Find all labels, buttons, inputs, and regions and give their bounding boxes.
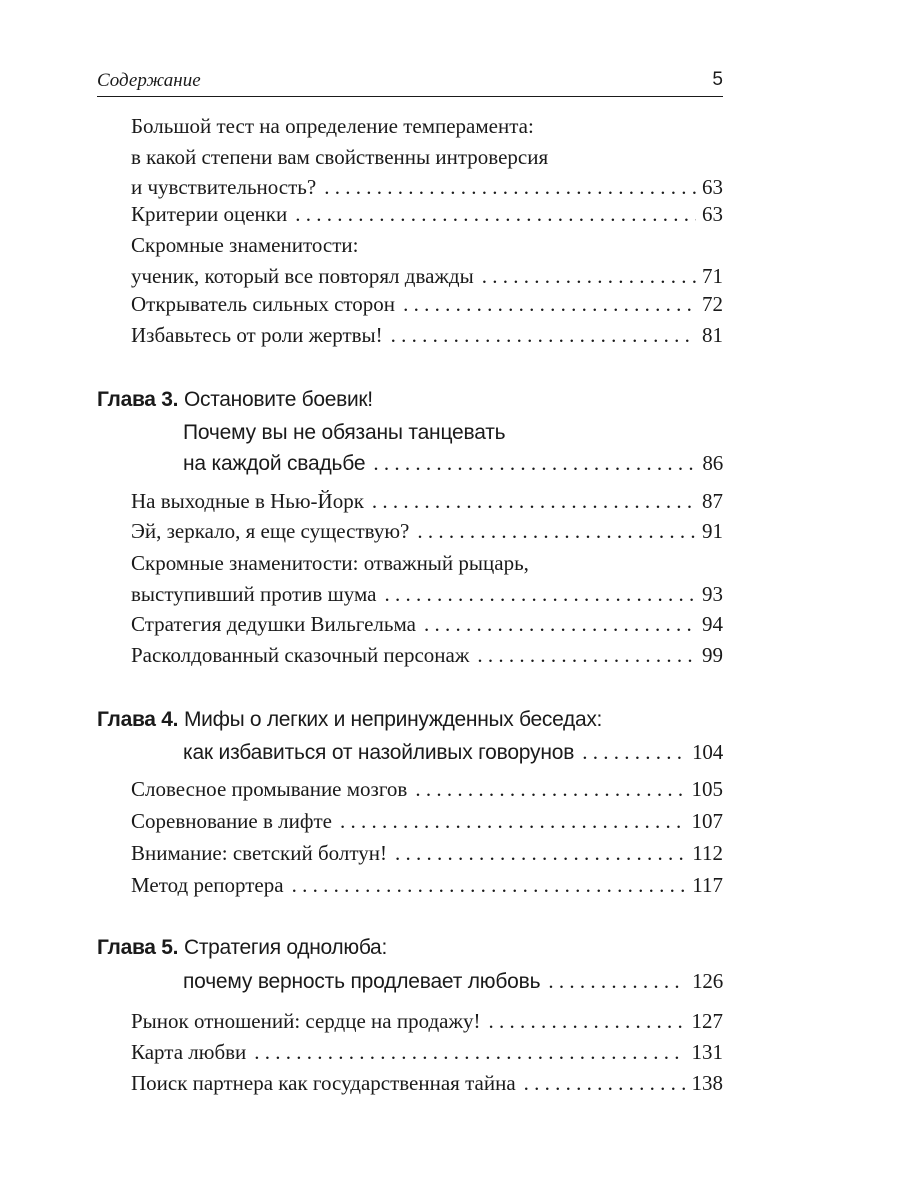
toc-entry-title: Стратегия дедушки Вильгельма — [131, 612, 416, 636]
toc-entry — [131, 230, 723, 291]
toc-page-ref: 104 — [692, 740, 723, 764]
leader-dots — [424, 609, 696, 640]
leader-dots — [324, 172, 696, 203]
leader-dots — [391, 320, 696, 351]
toc-page-ref: 81 — [702, 323, 723, 347]
toc-entry-title: выступивший против шума — [131, 581, 377, 606]
leader-dots — [373, 451, 696, 476]
leader-dots — [403, 289, 696, 320]
leader-dots — [384, 579, 696, 610]
toc-entry-title: Критерии оценки — [131, 202, 288, 226]
toc-page-ref: 112 — [692, 841, 723, 865]
toc-entry-title: ученик, который все повторял дважды — [131, 263, 474, 288]
chapter-label: Глава 4. — [97, 708, 179, 731]
chapter-title: Мифы о легких и непринужденных беседах: — [183, 708, 603, 731]
toc-entry-title: Карта любви — [131, 1040, 247, 1064]
leader-dots — [295, 199, 696, 230]
leader-dots — [395, 838, 686, 869]
toc-entry-title: Внимание: светский болтун! — [131, 841, 387, 865]
toc-entry — [131, 111, 723, 203]
leader-dots — [340, 806, 686, 837]
toc-entry-title: Словесное промывание мозгов — [131, 777, 408, 801]
leader-dots — [372, 486, 696, 517]
toc-page-ref: 63 — [702, 175, 723, 199]
leader-dots — [415, 774, 685, 805]
toc-page-ref: 63 — [702, 202, 723, 226]
toc-entry — [131, 199, 723, 230]
toc-page-ref: 72 — [702, 292, 723, 316]
toc-entry-title: Эй, зеркало, я еще существую? — [131, 519, 410, 543]
toc-page-ref: 138 — [691, 1071, 723, 1095]
toc-entry-title: Избавьтесь от роли жертвы! — [131, 323, 383, 347]
leader-dots — [254, 1037, 685, 1068]
toc-entry — [131, 838, 723, 869]
toc-entry — [131, 806, 723, 837]
toc-entry-title: На выходные в Нью-Йорк — [131, 489, 364, 513]
leader-dots — [524, 1068, 686, 1099]
toc-entry — [131, 289, 723, 320]
leader-dots — [477, 640, 696, 671]
toc-entry — [131, 516, 723, 547]
leader-dots — [292, 870, 687, 901]
leader-dots — [582, 740, 686, 765]
toc-page-ref: 126 — [692, 969, 723, 993]
toc-page-ref: 91 — [702, 519, 723, 543]
leader-dots — [417, 516, 696, 547]
toc-entry-title: Открыватель сильных сторон — [131, 292, 396, 316]
chapter-title: Стратегия однолюба: — [183, 936, 387, 959]
toc-page-ref: 93 — [702, 581, 723, 606]
toc-entry-title: Расколдованный сказочный персонаж — [131, 643, 470, 667]
toc-entry-line: в какой степени вам свойственны интроверсия — [131, 144, 549, 169]
running-head — [97, 66, 723, 97]
chapter-title: Остановите боевик! — [183, 388, 373, 411]
chapter-label: Глава 3. — [97, 388, 179, 411]
toc-entry — [131, 486, 723, 517]
toc-page-ref: 107 — [691, 809, 723, 833]
toc-entry — [131, 609, 723, 640]
toc-page-ref: 131 — [691, 1040, 723, 1064]
leader-dots — [482, 261, 696, 292]
chapter-label: Глава 5. — [97, 936, 179, 959]
toc-entry — [131, 1006, 723, 1037]
page-number: 5 — [712, 69, 723, 90]
toc-page-ref: 71 — [702, 263, 723, 288]
toc-entry — [131, 320, 723, 351]
toc-page-ref: 99 — [702, 643, 723, 667]
chapter-subtitle: Почему вы не обязаны танцевать — [183, 421, 506, 444]
toc-entry-title: Метод репортера — [131, 873, 284, 897]
toc-entry — [131, 640, 723, 671]
toc-page-ref: 105 — [691, 777, 723, 801]
toc-entry — [131, 1068, 723, 1099]
toc-entry-title: Соревнование в лифте — [131, 809, 332, 833]
toc-page-ref: 86 — [702, 451, 723, 475]
toc-entry-line: Большой тест на определение темперамента: — [131, 114, 534, 138]
chapter-subtitle: на каждой свадьбе — [183, 452, 366, 475]
toc-entry — [131, 548, 723, 609]
toc-entry-title: Поиск партнера как государственная тайна — [131, 1071, 516, 1095]
chapter-subtitle: почему верность продлевает любовь — [183, 970, 541, 993]
toc-page-ref: 87 — [702, 489, 723, 513]
running-head-title: Содержание — [97, 70, 201, 91]
chapter-subtitle: как избавиться от назойливых говорунов — [183, 741, 575, 764]
leader-dots — [548, 969, 686, 994]
toc-entry — [131, 870, 723, 901]
toc-entry-title: и чувствительность? — [131, 175, 317, 199]
toc-entry — [131, 1037, 723, 1068]
toc-entry-line: Скромные знаменитости: отважный рыцарь, — [131, 551, 529, 575]
toc-page-ref: 117 — [692, 873, 723, 897]
toc-entry — [131, 774, 723, 805]
toc-page-ref: 127 — [691, 1009, 723, 1033]
leader-dots — [488, 1006, 685, 1037]
toc-entry-line: Скромные знаменитости: — [131, 233, 359, 257]
toc-page-ref: 94 — [702, 612, 723, 636]
toc-entry-title: Рынок отношений: сердце на продажу! — [131, 1009, 481, 1033]
